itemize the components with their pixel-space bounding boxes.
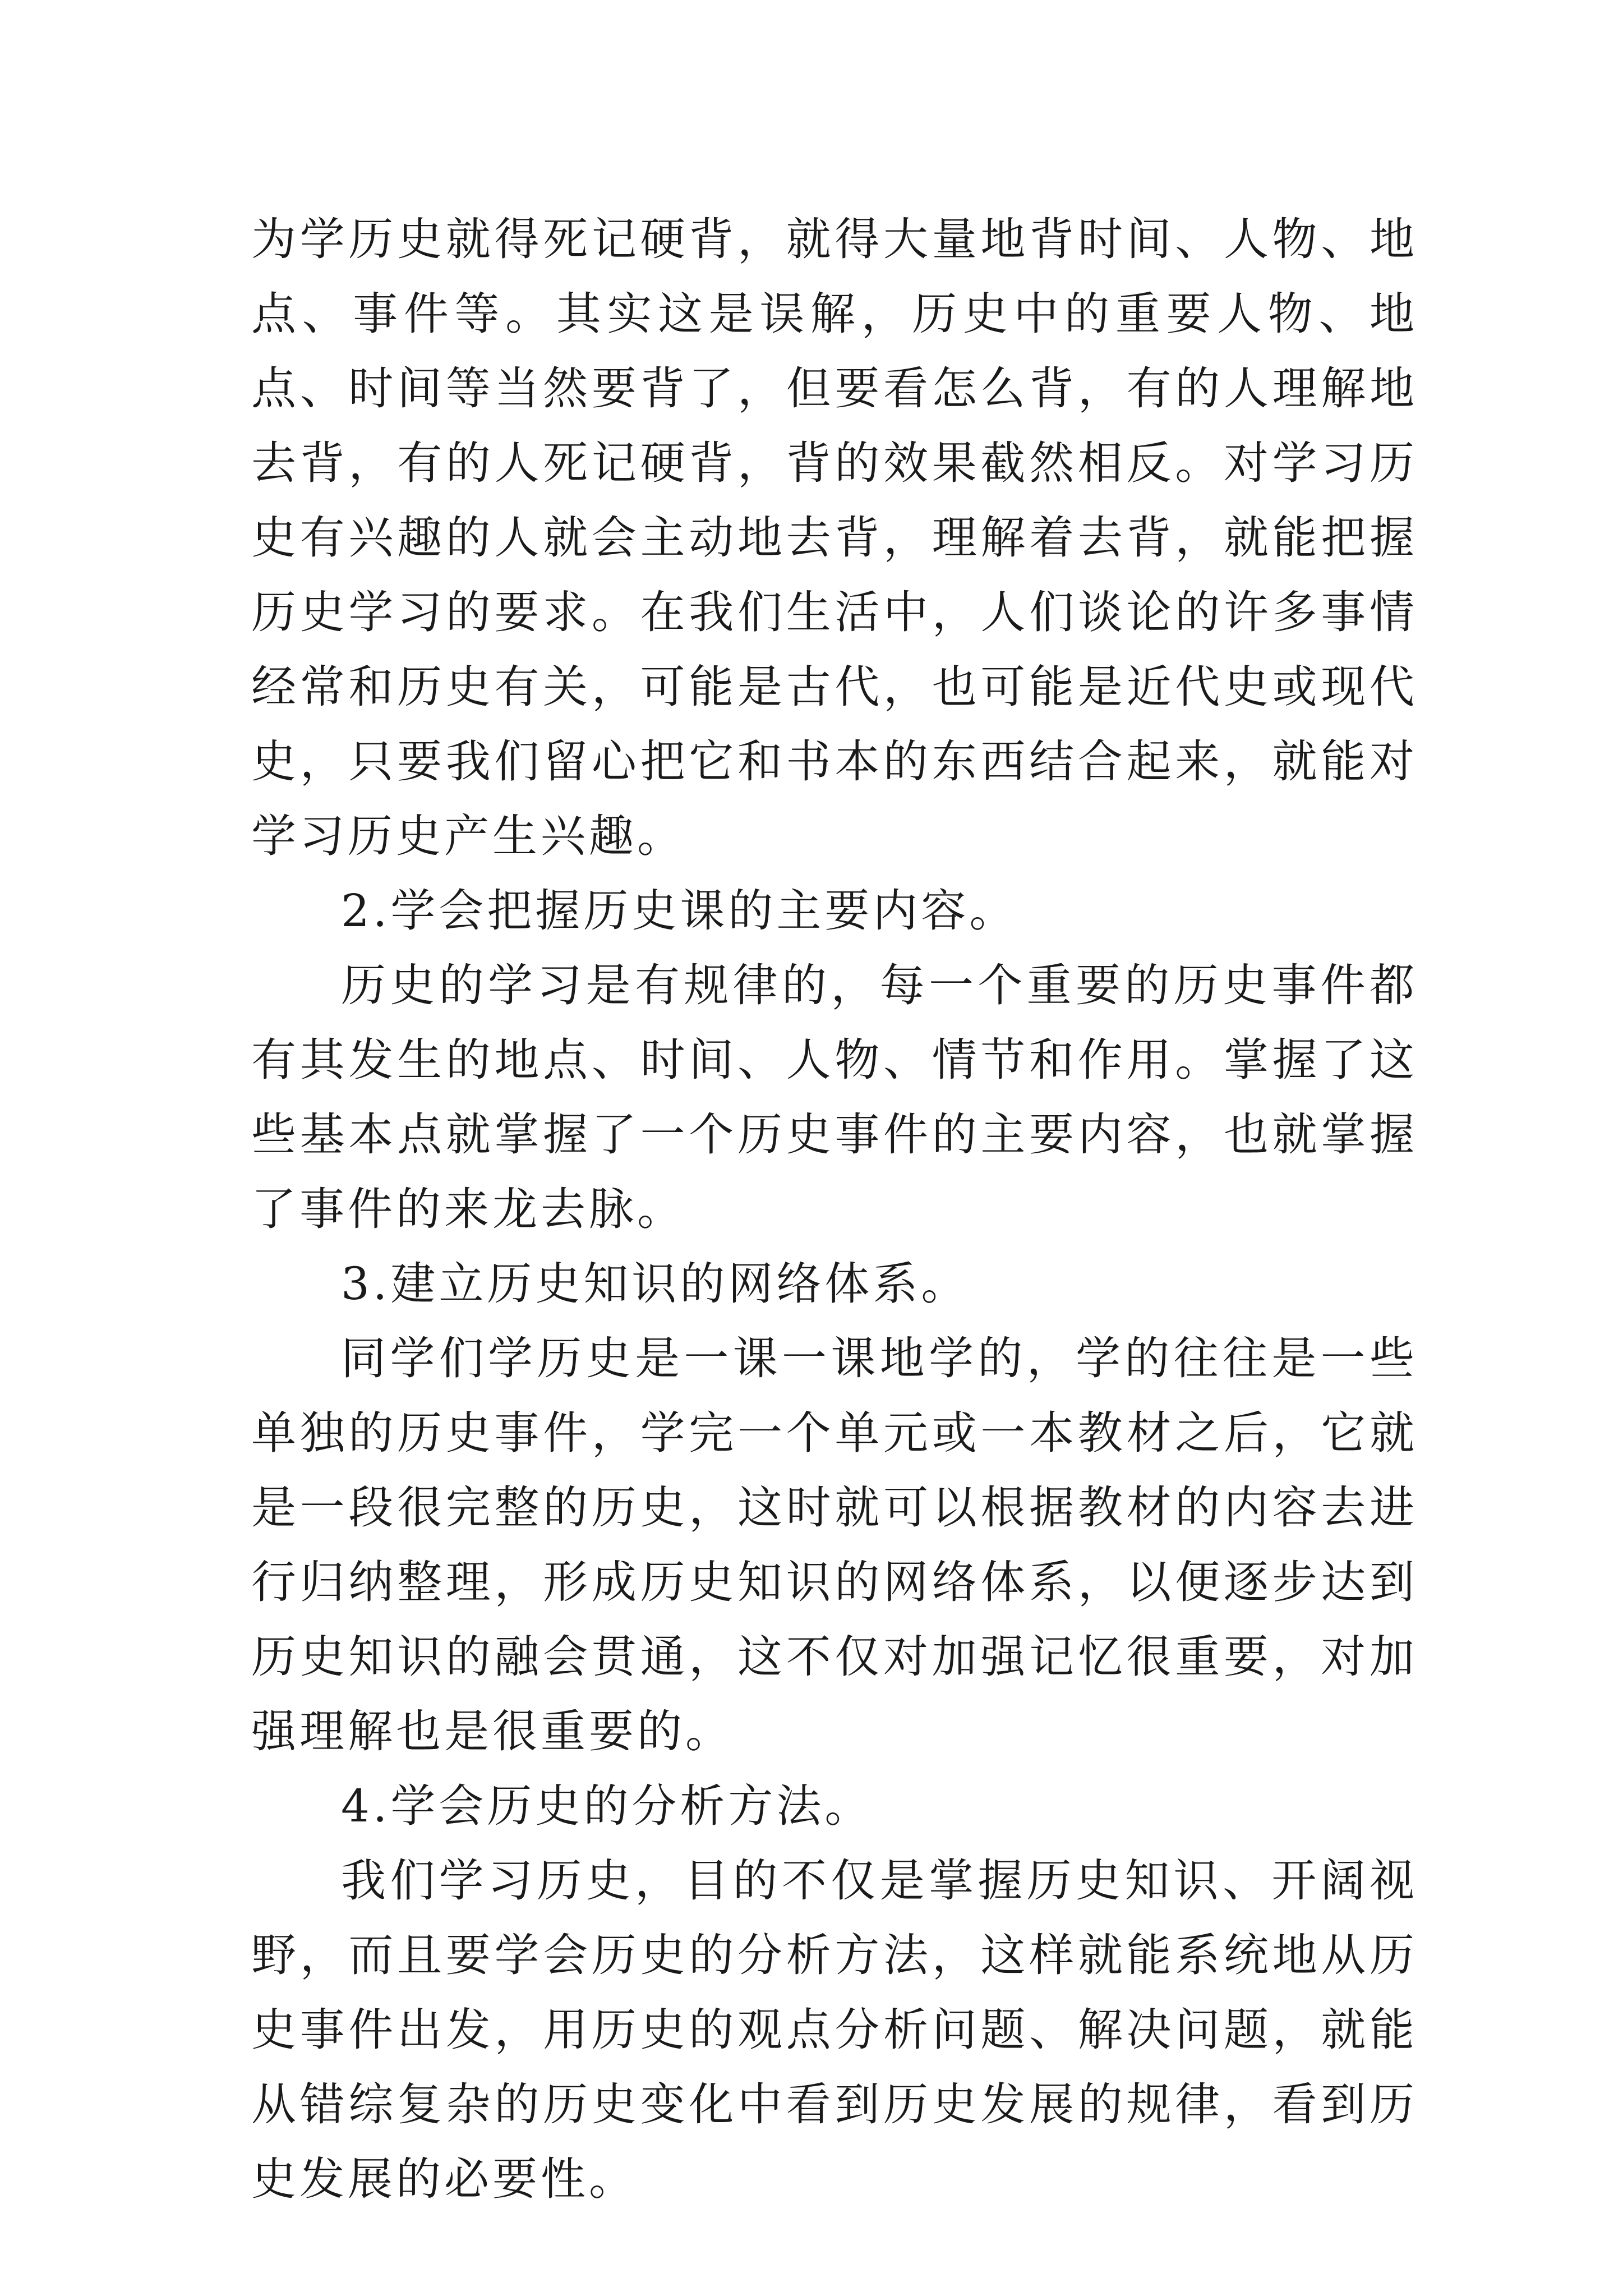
section-heading-2: 2.学会把握历史课的主要内容。 <box>341 885 1018 937</box>
paragraph-section-3: 同学们学历史是一课一课地学的，学的往往是一些单独的历史事件，学完一个单元或一本教材之后，它就是一段很完整的历史，这时就可以根据教材的内容去进行归纳整理，形成历史知识的网络体系，以便逐步达到历史知识的融会贯通，这不仅对加强记忆很重要，对加强理解也是很重要的。 <box>251 1332 1418 1757</box>
paragraph-section-4: 我们学习历史，目的不仅是掌握历史知识、开阔视野，而且要学会历史的分析方法，这样就能系统地从历史事件出发，用历史的观点分析问题、解决问题，就能从错综复杂的历史变化中看到历史发展的规律，看到历史发展的必要性。 <box>251 1855 1418 2205</box>
section-heading-4: 4.学会历史的分析方法。 <box>341 1780 873 1832</box>
document-body <box>251 202 1418 2216</box>
section-heading-3: 3.建立历史知识的网络体系。 <box>341 1258 970 1310</box>
paragraph-continuation: 为学历史就得死记硬背，就得大量地背时间、人物、地点、事件等。其实这是误解，历史中的重要人物、地点、时间等当然要背了，但要看怎么背，有的人理解地去背，有的人死记硬背，背的效果截然相反。对学习历史有兴趣的人就会主动地去背，理解着去背，就能把握历史学习的要求。在我们生活中，人们谈论的许多事情经常和历史有关，可能是古代，也可能是近代史或现代史，只要我们留心把它和书本的东西结合起来，就能对学习历史产生兴趣。 <box>251 213 1418 862</box>
paragraph-section-2: 历史的学习是有规律的，每一个重要的历史事件都有其发生的地点、时间、人物、情节和作用。掌握了这些基本点就掌握了一个历史事件的主要内容，也就掌握了事件的来龙去脉。 <box>251 959 1418 1235</box>
